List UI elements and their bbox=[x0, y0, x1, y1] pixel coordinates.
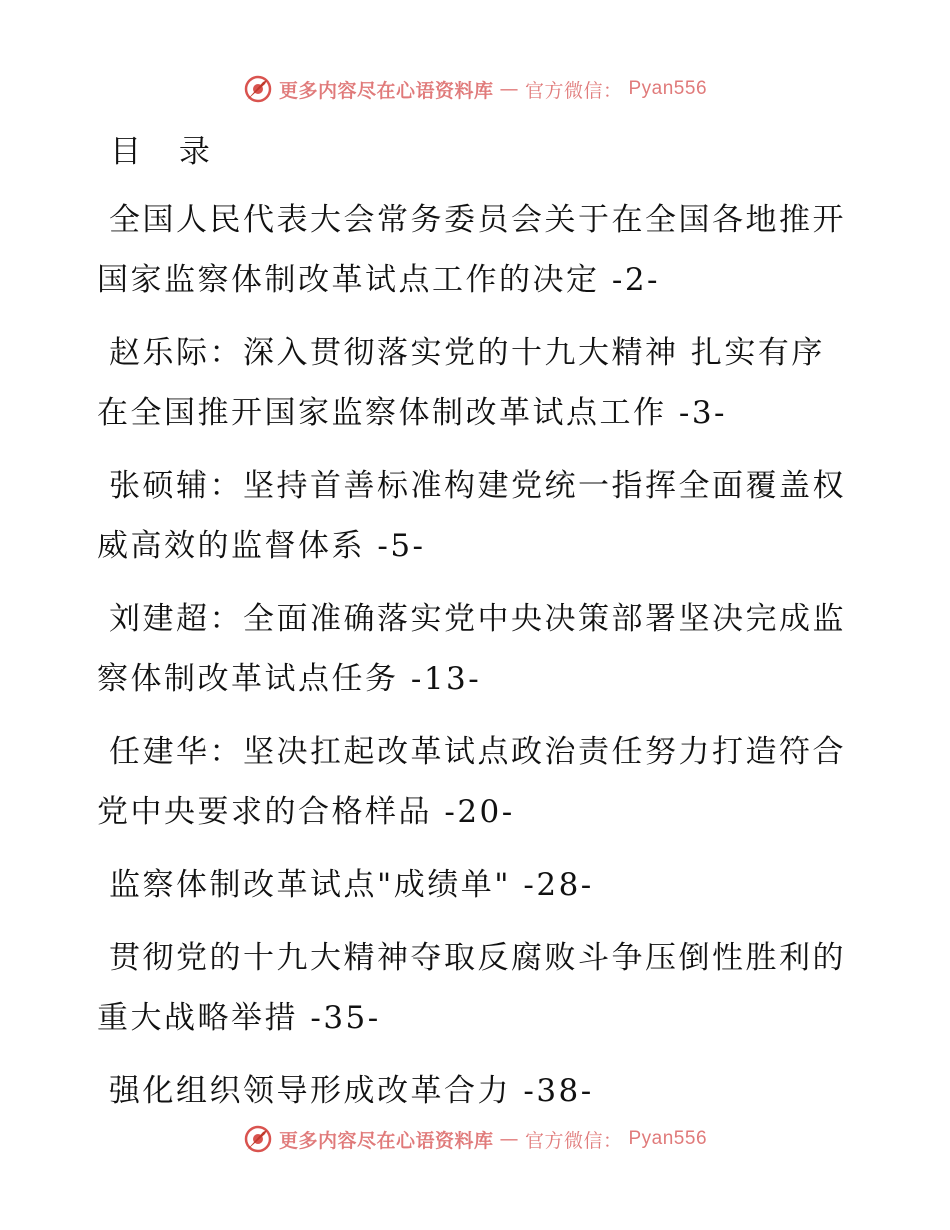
toc-item: 强化组织领导形成改革合力 -38- bbox=[109, 1073, 594, 1109]
toc-list bbox=[97, 190, 857, 1134]
watermark-main-text: 更多内容尽在心语资料库 bbox=[278, 1129, 494, 1152]
watermark-separator: — bbox=[499, 78, 519, 100]
quill-seal-icon bbox=[243, 74, 273, 104]
watermark-wechat-id: Pyan556 bbox=[628, 1128, 708, 1149]
watermark-separator: — bbox=[499, 1128, 519, 1150]
header-watermark bbox=[0, 74, 950, 104]
watermark-wechat-id: Pyan556 bbox=[628, 78, 708, 99]
toc-item: 全国人民代表大会常务委员会关于在全国各地推开国家监察体制改革试点工作的决定 -2- bbox=[97, 202, 846, 298]
toc-item: 贯彻党的十九大精神夺取反腐败斗争压倒性胜利的重大战略举措 -35- bbox=[97, 940, 846, 1036]
watermark-wechat-label: 官方微信： bbox=[524, 79, 623, 102]
toc-item: 任建华：坚决扛起改革试点政治责任努力打造符合党中央要求的合格样品 -20- bbox=[97, 734, 846, 830]
footer-watermark bbox=[0, 1124, 950, 1154]
toc-item: 张硕辅：坚持首善标准构建党统一指挥全面覆盖权威高效的监督体系 -5- bbox=[97, 468, 846, 564]
watermark-wechat-label: 官方微信： bbox=[524, 1129, 623, 1152]
quill-seal-icon bbox=[243, 1124, 273, 1154]
toc-item: 监察体制改革试点"成绩单" -28- bbox=[109, 867, 594, 903]
toc-item: 赵乐际：深入贯彻落实党的十九大精神 扎实有序在全国推开国家监察体制改革试点工作 -3- bbox=[97, 335, 825, 431]
toc-title: 目 录 bbox=[110, 134, 224, 170]
toc-item: 刘建超：全面准确落实党中央决策部署坚决完成监察体制改革试点任务 -13- bbox=[97, 601, 846, 697]
watermark-main-text: 更多内容尽在心语资料库 bbox=[278, 79, 494, 102]
